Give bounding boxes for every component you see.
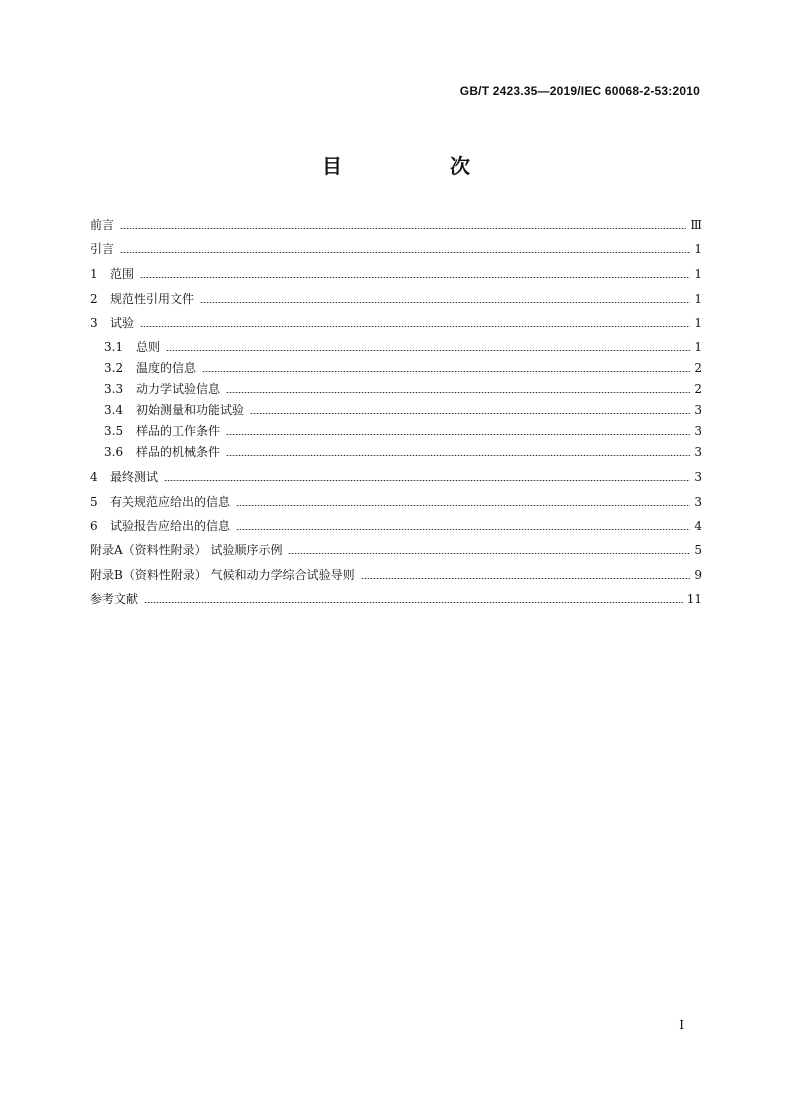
toc-entry-page: 3 bbox=[694, 445, 702, 459]
toc-entry[interactable] bbox=[90, 286, 702, 306]
toc-entry-number: 3.4 bbox=[104, 403, 124, 417]
toc-subentry[interactable] bbox=[104, 397, 702, 417]
toc-entry-label: 最终测试 bbox=[110, 470, 159, 484]
dot-leader bbox=[140, 277, 690, 278]
dot-leader bbox=[200, 302, 690, 303]
toc-entry-label: 温度的信息 bbox=[136, 361, 197, 375]
dot-leader bbox=[166, 350, 690, 351]
toc-entry[interactable] bbox=[90, 537, 702, 557]
toc-entry-label: 初始测量和功能试验 bbox=[136, 403, 245, 417]
toc-entry-page: 1 bbox=[694, 316, 702, 330]
toc-entry-page: 3 bbox=[694, 424, 702, 438]
toc-entry[interactable] bbox=[90, 464, 702, 484]
toc-entry-label: 附录A（资料性附录） 试验顺序示例 bbox=[90, 543, 283, 557]
toc-entry-label: 范围 bbox=[110, 267, 135, 281]
toc-entry-page: 2 bbox=[694, 382, 702, 396]
toc-entry-label: 总则 bbox=[136, 340, 161, 354]
dot-leader bbox=[361, 578, 691, 579]
toc-entry-page: 4 bbox=[694, 519, 702, 533]
toc-entry[interactable] bbox=[90, 586, 702, 606]
toc-entry-number: 3.5 bbox=[104, 424, 124, 438]
toc-entry-label: 试验报告应给出的信息 bbox=[110, 519, 231, 533]
page-title: 目 次 bbox=[322, 154, 514, 178]
toc-entry-page: 1 bbox=[694, 267, 702, 281]
toc-entry-label: 参考文献 bbox=[90, 592, 139, 606]
toc-subentry[interactable] bbox=[104, 355, 702, 375]
toc-entry-page: 1 bbox=[694, 292, 702, 306]
dot-leader bbox=[226, 455, 690, 456]
toc-entry-page: 3 bbox=[694, 495, 702, 509]
toc-entry-label: 样品的机械条件 bbox=[136, 445, 221, 459]
toc-entry[interactable] bbox=[90, 562, 702, 582]
dot-leader bbox=[164, 480, 690, 481]
page-number: I bbox=[679, 1018, 684, 1032]
toc-entry-number: 5 bbox=[90, 495, 98, 509]
toc-entry-page: 11 bbox=[686, 592, 702, 606]
dot-leader bbox=[250, 413, 690, 414]
toc-subentry[interactable] bbox=[104, 376, 702, 396]
toc-entry-label: 引言 bbox=[90, 242, 115, 256]
dot-leader bbox=[202, 371, 690, 372]
toc-entry-page: Ⅲ bbox=[690, 218, 702, 232]
toc-subentry[interactable] bbox=[104, 334, 702, 354]
toc-entry-page: 3 bbox=[694, 403, 702, 417]
toc-entry-label: 试验 bbox=[110, 316, 135, 330]
toc-entry-page: 2 bbox=[694, 361, 702, 375]
toc-entry[interactable] bbox=[90, 489, 702, 509]
toc-entry[interactable] bbox=[90, 212, 702, 232]
toc-entry-page: 1 bbox=[694, 340, 702, 354]
toc-entry-number: 6 bbox=[90, 519, 98, 533]
toc-entry-page: 5 bbox=[694, 543, 702, 557]
toc-entry-number: 3.3 bbox=[104, 382, 124, 396]
dot-leader bbox=[144, 602, 683, 603]
dot-leader bbox=[226, 392, 690, 393]
toc-entry-number: 3.6 bbox=[104, 445, 124, 459]
toc-entry-number: 3.2 bbox=[104, 361, 124, 375]
dot-leader bbox=[120, 228, 686, 229]
toc-entry[interactable] bbox=[90, 513, 702, 533]
toc-entry-number: 3 bbox=[90, 316, 98, 330]
standard-code: GB/T 2423.35—2019/IEC 60068-2-53:2010 bbox=[459, 84, 700, 98]
dot-leader bbox=[236, 529, 690, 530]
dot-leader bbox=[236, 505, 690, 506]
toc-entry-label: 前言 bbox=[90, 218, 115, 232]
toc-entry-label: 样品的工作条件 bbox=[136, 424, 221, 438]
toc-entry-number: 3.1 bbox=[104, 340, 124, 354]
toc-entry-label: 附录B（资料性附录） 气候和动力学综合试验导则 bbox=[90, 568, 355, 582]
toc-entry-page: 3 bbox=[694, 470, 702, 484]
dot-leader bbox=[288, 553, 690, 554]
toc-entry-page: 9 bbox=[694, 568, 702, 582]
toc-entry[interactable] bbox=[90, 236, 702, 256]
dot-leader bbox=[226, 434, 690, 435]
dot-leader bbox=[120, 252, 690, 253]
toc-entry-number: 1 bbox=[90, 267, 98, 281]
toc-entry-number: 2 bbox=[90, 292, 98, 306]
toc-entry[interactable] bbox=[90, 261, 702, 281]
dot-leader bbox=[140, 326, 690, 327]
toc-entry-number: 4 bbox=[90, 470, 98, 484]
toc-subentry[interactable] bbox=[104, 418, 702, 438]
toc-entry-label: 有关规范应给出的信息 bbox=[110, 495, 231, 509]
toc-entry-label: 规范性引用文件 bbox=[110, 292, 195, 306]
toc-entry-page: 1 bbox=[694, 242, 702, 256]
toc-entry[interactable] bbox=[90, 310, 702, 330]
toc-subentry[interactable] bbox=[104, 439, 702, 459]
toc-entry-label: 动力学试验信息 bbox=[136, 382, 221, 396]
